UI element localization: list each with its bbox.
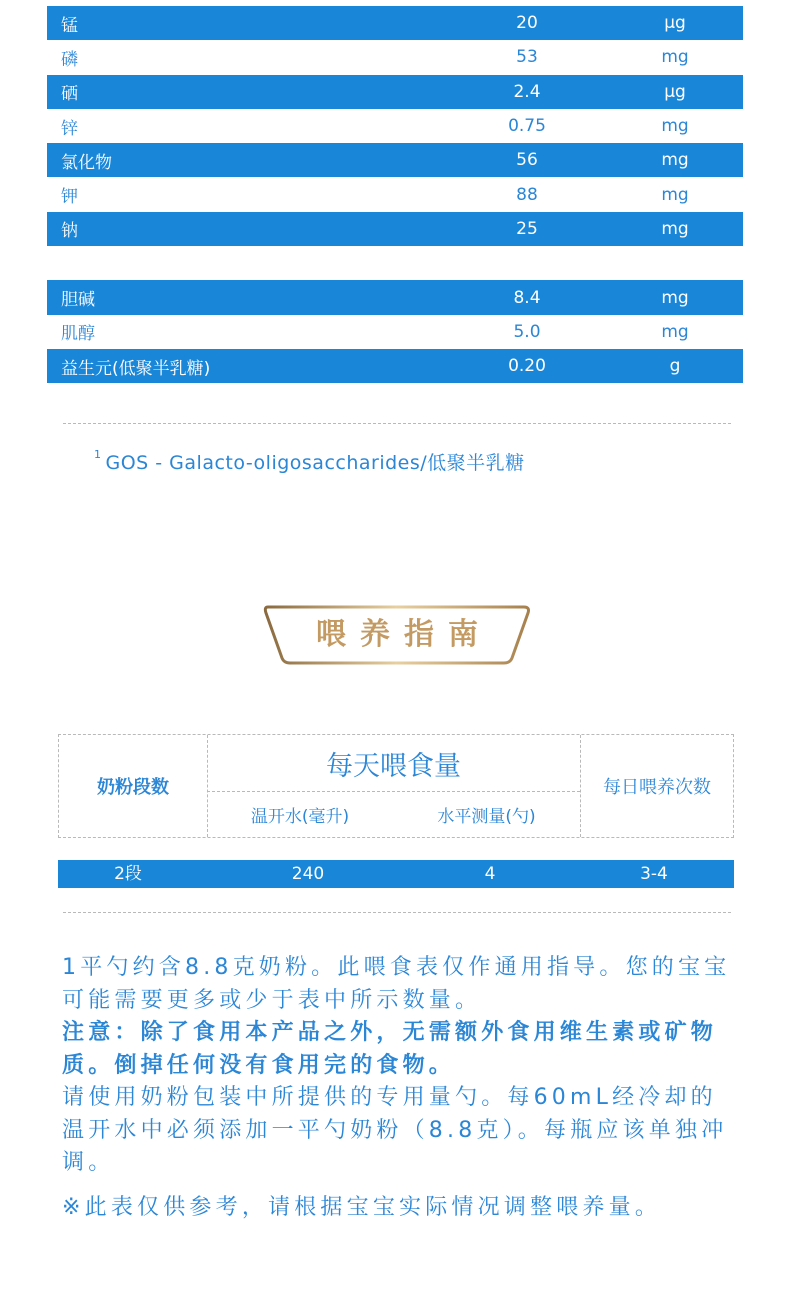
nutrient-row [47, 143, 743, 177]
row-water: 240 [291, 864, 325, 884]
footnote [94, 448, 525, 475]
note-warning [62, 1017, 734, 1082]
row-times: 3-4 [640, 864, 668, 884]
header-scoop: 水平测量(勺) [437, 807, 536, 827]
header-stage: 奶粉段数 [97, 777, 169, 798]
row-scoop: 4 [484, 864, 496, 884]
nutrient-row [47, 109, 743, 143]
nutrient-row [47, 315, 743, 349]
nutrient-value: 0.20 [508, 356, 546, 377]
footnote-text: GOS - Galacto-oligosaccharides/低聚半乳糖 [105, 452, 525, 474]
feeding-table-header [58, 734, 734, 838]
section-title: 喂养指南 [316, 617, 492, 652]
nutrient-value: 5.0 [513, 321, 541, 342]
footnote-marker: 1 [94, 447, 102, 461]
nutrient-unit: μg [664, 13, 686, 34]
note-preparation: 请使用奶粉包装中所提供的专用量勺。每60mL经冷却的温开水中必须添加一平勺奶粉（8.8克）。每瓶应该单独冲调。 [62, 1085, 728, 1175]
nutrient-value: 25 [516, 218, 538, 239]
header-water: 温开水(毫升) [250, 807, 350, 827]
nutrient-table [47, 6, 743, 383]
nutrient-name: 肌醇 [61, 324, 95, 345]
nutrient-name: 钾 [61, 187, 78, 208]
nutrient-unit: μg [664, 81, 686, 102]
note-reference: ※此表仅供参考，请根据宝宝实际情况调整喂养量。 [62, 1195, 662, 1220]
nutrient-value: 8.4 [513, 287, 541, 308]
nutrient-value: 20 [516, 13, 538, 34]
nutrient-name: 磷 [61, 49, 78, 70]
row-stage: 2段 [114, 864, 142, 884]
nutrient-row [47, 75, 743, 109]
nutrient-unit: mg [661, 47, 689, 68]
nutrient-name: 益生元(低聚半乳糖) [61, 358, 211, 379]
nutrient-row [47, 212, 743, 246]
nutrient-name: 氯化物 [61, 152, 112, 173]
nutrient-name: 锰 [61, 15, 78, 36]
nutrient-unit: mg [661, 150, 689, 171]
nutrient-unit: mg [661, 287, 689, 308]
nutrient-row [47, 6, 743, 40]
nutrient-value: 88 [516, 184, 538, 205]
nutrient-name: 硒 [61, 84, 78, 105]
nutrient-name: 胆碱 [61, 290, 95, 311]
feeding-row [58, 860, 734, 888]
nutrient-row [47, 40, 743, 74]
nutrient-value: 53 [516, 47, 538, 68]
note-scoop-info: 1平勺约含8.8克奶粉。此喂食表仅作通用指导。您的宝宝可能需要更多或少于表中所示数量。 [62, 955, 731, 1013]
nutrient-row [47, 280, 743, 314]
table-spacer [47, 246, 743, 280]
divider [63, 423, 731, 424]
nutrient-unit: mg [661, 218, 689, 239]
nutrient-unit: mg [661, 321, 689, 342]
nutrient-unit: mg [661, 116, 689, 137]
nutrient-name: 钠 [61, 221, 78, 242]
divider [63, 912, 731, 913]
note-warning-text: 注意：除了食用本产品之外，无需额外食用维生素或矿物质。倒掉任何没有食用完的食物。 [62, 1020, 718, 1078]
section-heading [262, 604, 532, 666]
nutrient-name: 锌 [61, 118, 78, 139]
nutrient-value: 2.4 [513, 81, 541, 102]
nutrient-unit: g [669, 356, 681, 377]
nutrient-value: 56 [516, 150, 538, 171]
header-times: 每日喂养次数 [603, 777, 711, 798]
nutrient-unit: mg [661, 184, 689, 205]
nutrient-row [47, 177, 743, 211]
header-daily-amount: 每天喂食量 [326, 750, 461, 782]
nutrient-row [47, 349, 743, 383]
nutrient-value: 0.75 [508, 116, 546, 137]
